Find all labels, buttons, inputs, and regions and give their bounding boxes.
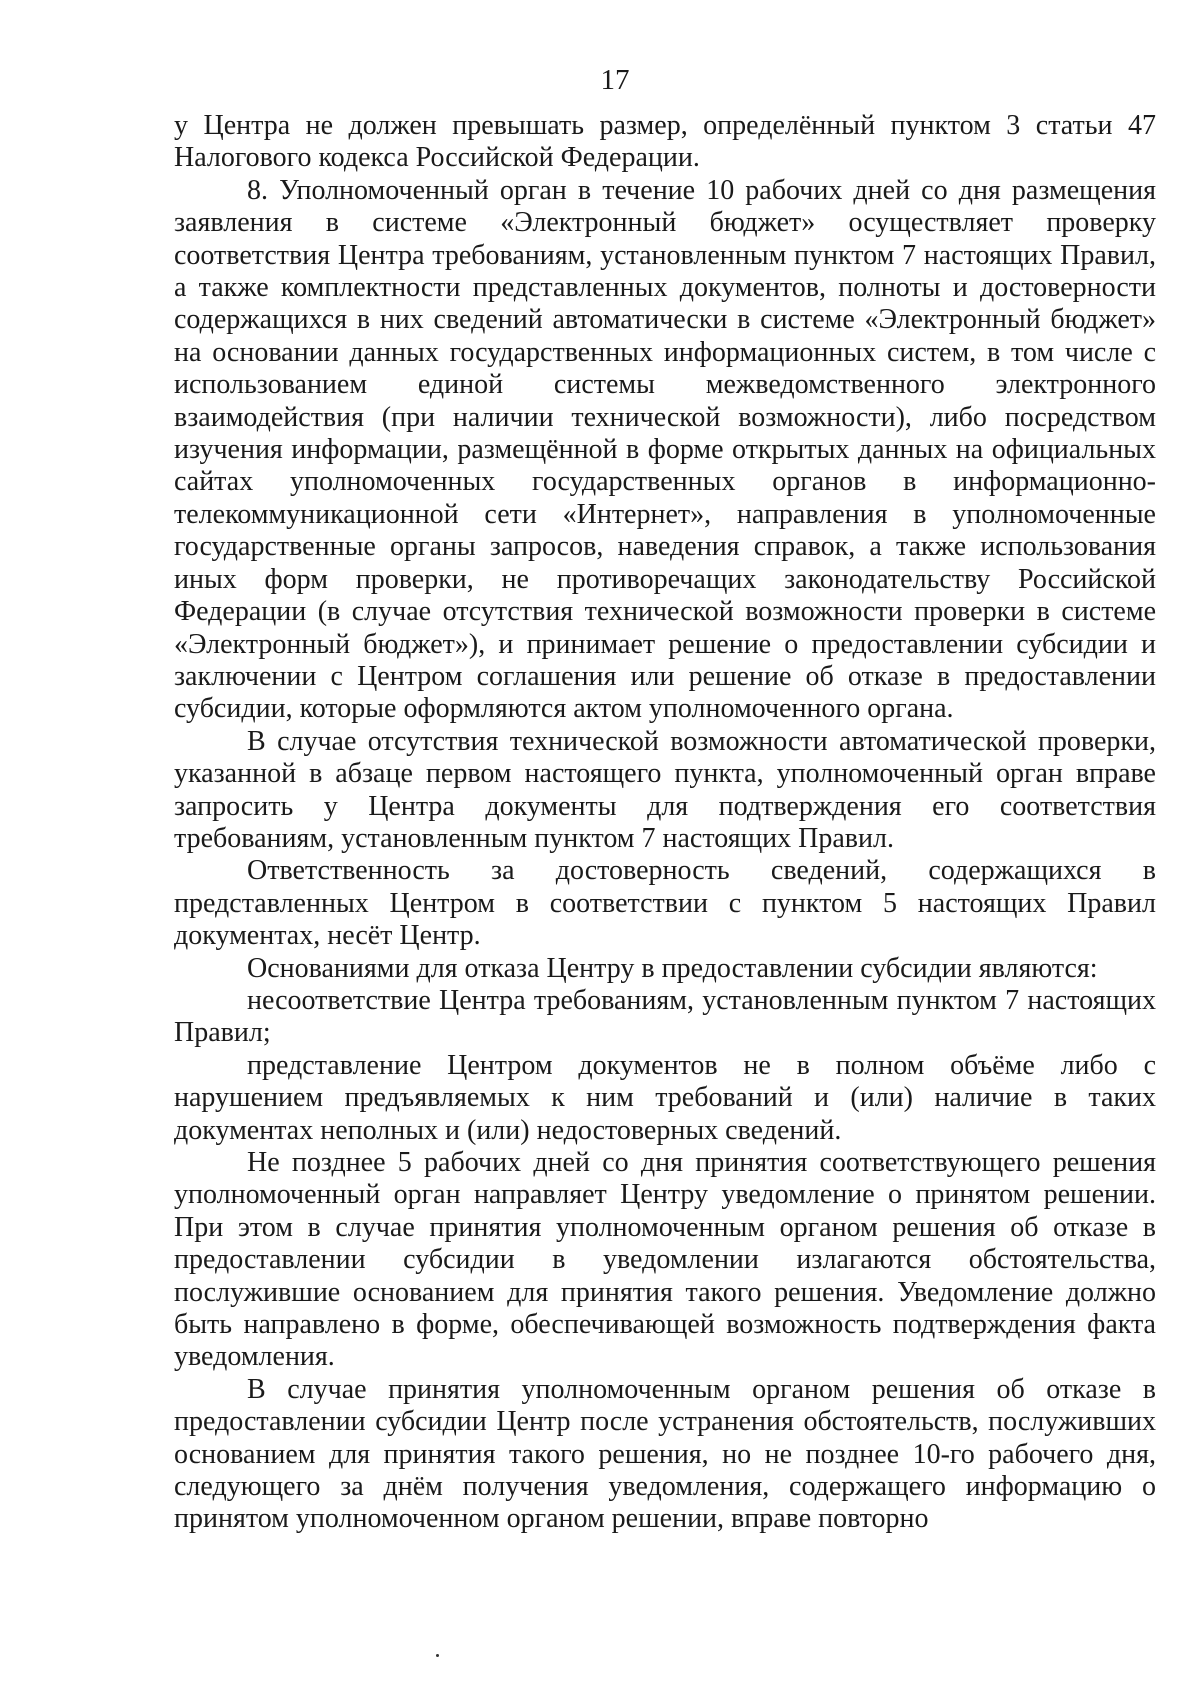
page-number: 17	[600, 64, 630, 96]
paragraph-responsibility: Ответственность за достоверность сведений, содержащихся в представленных Центром в соответствии с пунктом 5 настоящих Правил документах, несёт Центр.	[174, 855, 1156, 952]
paragraph-no-tech-possibility: В случае отсутствия технической возможности автоматической проверки, указанной в абзаце первом настоящего пункта, уполномоченный орган вправе запросить у Центра документы для подтверждения его соответствия требованиям, установленным пунктом 7 настоящих Правил.	[174, 725, 1156, 854]
paragraph-item-8: 8. Уполномоченный орган в течение 10 рабочих дней со дня размещения заявления в системе «Электронный бюджет» осуществляет проверку соответствия Центра требованиям, установленным пунктом 7 настоящих Правил, а также комплектности представленных документов, полноты и достоверности содержащихся в них сведений автоматически в системе «Электронный бюджет» на основании данных государственных информационных систем, в том числе с использованием единой системы межведомственного электронного взаимодействия (при наличии технической возможности), либо посредством изучения информации, размещённой в форме открытых данных на официальных сайтах уполномоченных государственных органов в информационно-телекоммуникационной сети «Интернет», направления в уполномоченные государственные органы запросов, наведения справок, а также использования иных форм проверки, не противоречащих законодательству Российской Федерации (в случае отсутствия технической возможности проверки в системе «Электронный бюджет»), и принимает решение о предоставлении субсидии и заключении с Центром соглашения или решение об отказе в предоставлении субсидии, которые оформляются актом уполномоченного органа.	[174, 174, 1156, 725]
paragraph-refusal-grounds: Основаниями для отказа Центру в предоставлении субсидии являются:	[247, 952, 1098, 984]
document-body	[174, 110, 1156, 1536]
scan-dot-mark	[436, 1654, 439, 1657]
paragraph-resubmission: В случае принятия уполномоченным органом решения об отказе в предоставлении субсидии Центр после устранения обстоятельств, послуживших основанием для принятия такого решения, но не позднее 10-го рабочего дня, следующего за днём получения уведомления, содержащего информацию о принятом уполномоченном органом решении, вправе повторно	[174, 1373, 1156, 1535]
paragraph-notification: Не позднее 5 рабочих дней со дня принятия соответствующего решения уполномоченный орган направляет Центру уведомление о принятом решении. При этом в случае принятия уполномоченным органом решения об отказе в предоставлении субсидии в уведомлении излагаются обстоятельства, послужившие основанием для принятия такого решения. Уведомление должно быть направлено в форме, обеспечивающей возможность подтверждения факта уведомления.	[174, 1147, 1156, 1373]
paragraph-ground-incomplete-documents: представление Центром документов не в полном объёме либо с нарушением предъявляемых к ним требований и (или) наличие в таких документах неполных и (или) недостоверных сведений.	[174, 1049, 1156, 1146]
paragraph-ground-nonconformity: несоответствие Центра требованиям, установленным пунктом 7 настоящих Правил;	[174, 984, 1156, 1049]
paragraph-continuation: у Центра не должен превышать размер, определённый пунктом 3 статьи 47 Налогового кодекса Российской Федерации.	[174, 110, 1156, 174]
